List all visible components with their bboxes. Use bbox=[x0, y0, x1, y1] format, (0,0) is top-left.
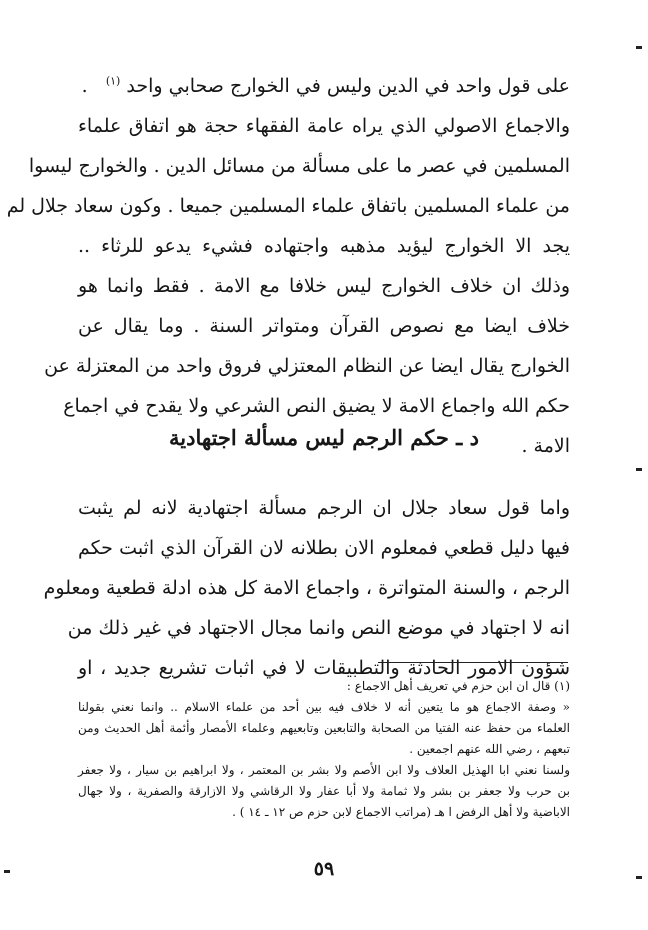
margin-mark bbox=[636, 468, 642, 471]
paragraph-1-line-10: الامة . bbox=[521, 435, 570, 457]
paragraph-1-line-1-text: على قول واحد في الدين وليس في الخوارج صحابي واحد bbox=[126, 75, 570, 97]
footnote-line-5: ولسنا نعني ابا الهذيل العلاف ولا ابن الأصم ولا بشر بن المعتمر ، ولا ابراهيم بن سيار ، ولا جعفر bbox=[78, 763, 570, 777]
page-number: ٥٩ bbox=[313, 858, 335, 880]
paragraph-1-line-3: المسلمين في عصر ما على مسألة من مسائل الدين . والخوارج ليسوا bbox=[28, 155, 570, 177]
footnote-line-6: بن حرب ولا جعفر بن بشر ولا ثمامة ولا أبا عفار ولا الرقاشي ولا الازارقة والصفرية ، ولا جهال bbox=[78, 784, 570, 798]
paragraph-1-line-8: الخوارج يقال ايضا عن النظام المعتزلي فروق واحد من المعتزلة عن bbox=[44, 355, 570, 377]
paragraph-1-line-7: خلاف ايضا مع نصوص القرآن ومتواتر السنة . وما يقال عن bbox=[78, 315, 570, 337]
section-heading: د ـ حكم الرجم ليس مسألة اجتهادية bbox=[169, 425, 479, 450]
margin-mark bbox=[636, 876, 642, 879]
margin-mark bbox=[636, 46, 642, 49]
paragraph-2 bbox=[43, 488, 570, 688]
footnote-line-1: (١) قال ان ابن حزم في تعريف أهل الاجماع : bbox=[346, 679, 570, 693]
paragraph-1-line-1 bbox=[78, 66, 570, 106]
paragraph-2-line-4: انه لا اجتهاد في موضع النص وانما مجال الاجتهاد في غير ذلك من bbox=[67, 617, 570, 639]
paragraph-1 bbox=[6, 66, 570, 466]
footnote-reference: (١) bbox=[105, 74, 121, 88]
footnote-line-4: تبعهم ، رضي الله عنهم اجمعين . bbox=[409, 742, 570, 756]
footnotes bbox=[78, 676, 570, 823]
footnote-separator bbox=[378, 662, 568, 663]
paragraph-1-line-4: من علماء المسلمين باتفاق علماء المسلمين جميعا . وكون سعاد جلال لم bbox=[6, 195, 570, 217]
paragraph-1-line-2: والاجماع الاصولي الذي يراه عامة الفقهاء حجة هو اتفاق علماء bbox=[78, 115, 570, 137]
paragraph-2-line-5: شؤون الامور الحادثة والتطبيقات لا في اثبات تشريع جديد ، او bbox=[78, 657, 570, 679]
paragraph-1-line-1-end: . bbox=[81, 75, 88, 97]
footnote-line-3: العلماء من حفظ عنه الفتيا من الصحابة والتابعين وتابعيهم وعلماء الأمصار وأئمة أهل الحديث ومن bbox=[78, 721, 570, 735]
paragraph-1-line-9: حكم الله واجماع الامة لا يضيق النص الشرعي ولا يقدح في اجماع bbox=[63, 395, 570, 417]
paragraph-2-line-3: الرجم ، والسنة المتواترة ، واجماع الامة كل هذه ادلة قطعية ومعلوم bbox=[43, 577, 570, 599]
margin-mark bbox=[4, 870, 10, 873]
paragraph-2-line-1: واما قول سعاد جلال ان الرجم مسألة اجتهادية لانه لم يثبت bbox=[78, 497, 570, 519]
footnote-line-7: الاباضية ولا أهل الرفض ا هـ (مراتب الاجماع لابن حزم ص ١٢ ـ ١٤ ) . bbox=[232, 805, 570, 819]
paragraph-1-line-6: وذلك ان خلاف الخوارج ليس خلافا مع الامة . فقط وانما هو bbox=[78, 275, 570, 297]
paragraph-1-line-5: يجد الا الخوارج ليؤيد مذهبه واجتهاده فشيء يدعو للرثاء .. bbox=[78, 235, 570, 257]
paragraph-2-line-2: فيها دليل قطعي فمعلوم الان بطلانه لان القرآن الذي اثبت حكم bbox=[78, 537, 570, 559]
footnote-line-2: « وصفة الاجماع هو ما يتعين أنه لا خلاف فيه بين أحد من علماء الاسلام .. وانما نعني بقولنا bbox=[78, 700, 570, 714]
